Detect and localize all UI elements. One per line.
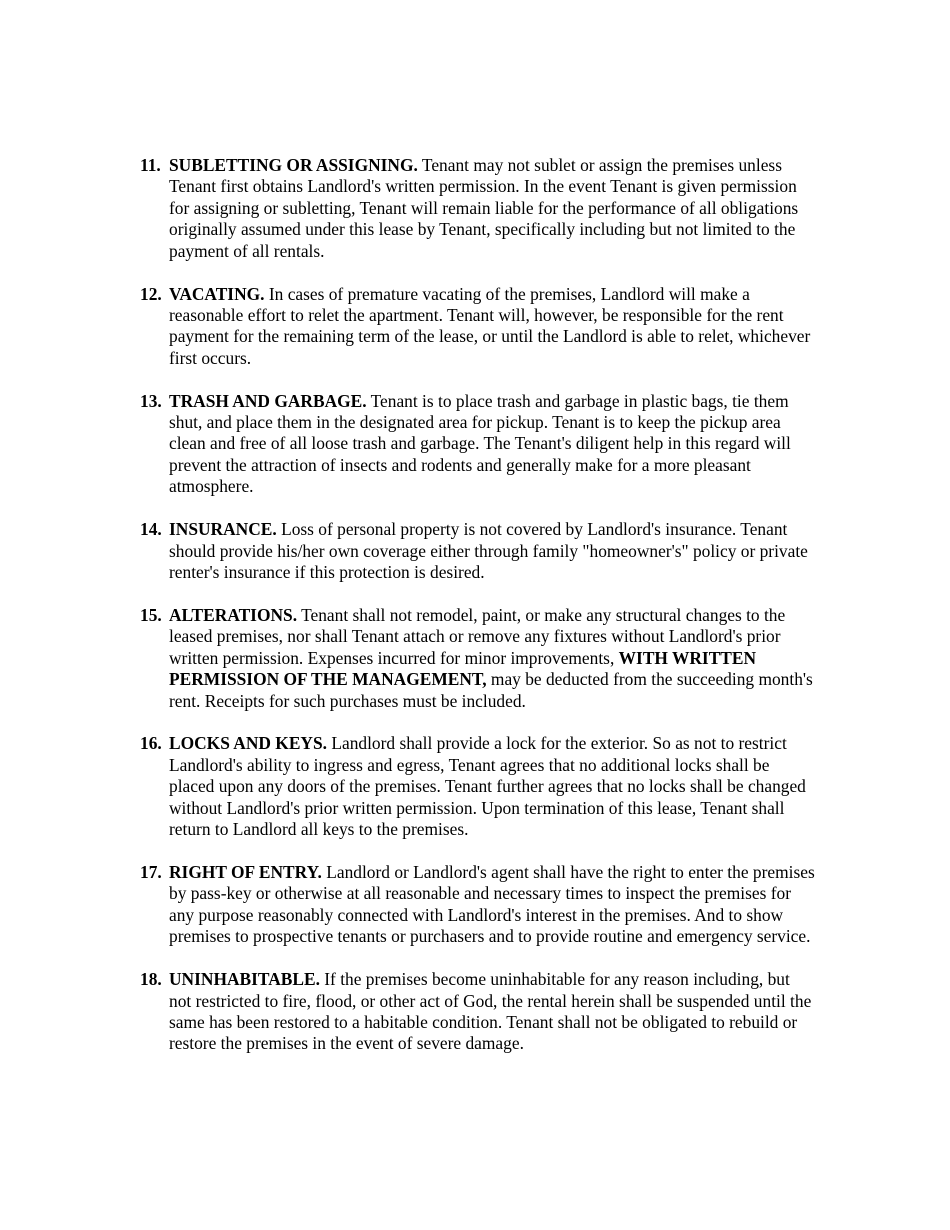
- clause-number: 15.: [140, 604, 162, 625]
- clause-number: 17.: [140, 861, 162, 882]
- clause-text: Tenant may not sublet or assign the premises unless Tenant first obtains Landlord's written permission. In the event Tenant is given permission for assigning or subletting, Tenant will remain liable for the performance of all obligations originally assumed under this lease by Tenant, specifically including but not limited to the payment of all rentals.: [169, 155, 799, 261]
- clause-insurance: [140, 519, 815, 583]
- clause-number: 18.: [140, 969, 162, 990]
- clause-number: 12.: [140, 283, 162, 304]
- clause-text: Tenant shall not remodel, paint, or make any structural changes to the leased premises, nor shall Tenant attach or remove any fixtures without Landlord's prior written permission. Expenses incurred for minor improvements,: [169, 604, 786, 668]
- clause-locks-and-keys: [140, 733, 815, 840]
- clause-heading: TRASH AND GARBAGE.: [169, 390, 367, 411]
- clause-heading: UNINHABITABLE.: [169, 969, 320, 990]
- clause-subletting-or-assigning: [140, 155, 815, 262]
- clause-trash-and-garbage: [140, 391, 815, 498]
- clause-number: 16.: [140, 733, 162, 754]
- clause-text-after: may be deducted from the succeeding month's rent. Receipts for such purchases must be included.: [169, 669, 813, 711]
- clause-number: 13.: [140, 390, 162, 411]
- clause-heading: VACATING.: [169, 283, 265, 304]
- clause-uninhabitable: [140, 969, 815, 1055]
- lease-clause-list: [140, 155, 815, 1076]
- clause-text: In cases of premature vacating of the premises, Landlord will make a reasonable effort to relet the apartment. Tenant will, however, be responsible for the rent payment for the remaining term of the lease, or until the Landlord is able to relet, whichever first occurs.: [169, 283, 811, 368]
- clause-heading: LOCKS AND KEYS.: [169, 733, 328, 754]
- clause-text: Tenant is to place trash and garbage in plastic bags, tie them shut, and place them in the designated area for pickup. Tenant is to keep the pickup area clean and free of all loose trash and garbage. The Tenant's diligent help in this regard will prevent the attraction of insects and rodents and generally make for a more pleasant atmosphere.: [169, 390, 791, 497]
- clause-emphasis: WITH WRITTEN PERMISSION OF THE MANAGEMENT,: [169, 647, 757, 690]
- clause-text: Landlord shall provide a lock for the exterior. So as not to restrict Landlord's ability to ingress and egress, Tenant agrees that no additional locks shall be placed upon any doors of the premises. Tenant further agrees that no locks shall be changed without Landlord's prior written permission. Upon termination of this lease, Tenant shall return to Landlord all keys to the premises.: [169, 733, 806, 840]
- clause-heading: RIGHT OF ENTRY.: [169, 861, 322, 882]
- clause-alterations: [140, 605, 815, 712]
- clause-number: 14.: [140, 519, 162, 540]
- clause-text: Loss of personal property is not covered by Landlord's insurance. Tenant should provide his/her own coverage either through family "homeowner's" policy or private renter's insurance if this protection is desired.: [169, 519, 808, 582]
- clause-heading: SUBLETTING OR ASSIGNING.: [169, 155, 418, 175]
- clause-number: 11.: [140, 155, 161, 175]
- clause-heading: ALTERATIONS.: [169, 604, 298, 625]
- clause-right-of-entry: [140, 862, 815, 948]
- clause-text: Landlord or Landlord's agent shall have the right to enter the premises by pass-key or otherwise at all reasonable and necessary times to inspect the premises for any purpose reasonably connected with Landlord's interest in the premises. And to show premises to prospective tenants or purchasers and to provide routine and emergency service.: [169, 861, 815, 947]
- clause-vacating: [140, 284, 815, 370]
- clause-text: If the premises become uninhabitable for any reason including, but not restricted to fire, flood, or other act of God, the rental herein shall be suspended until the same has been restored to a habitable condition. Tenant shall not be obligated to rebuild or restore the premises in the event of severe damage.: [169, 969, 812, 1054]
- clause-heading: INSURANCE.: [169, 519, 277, 540]
